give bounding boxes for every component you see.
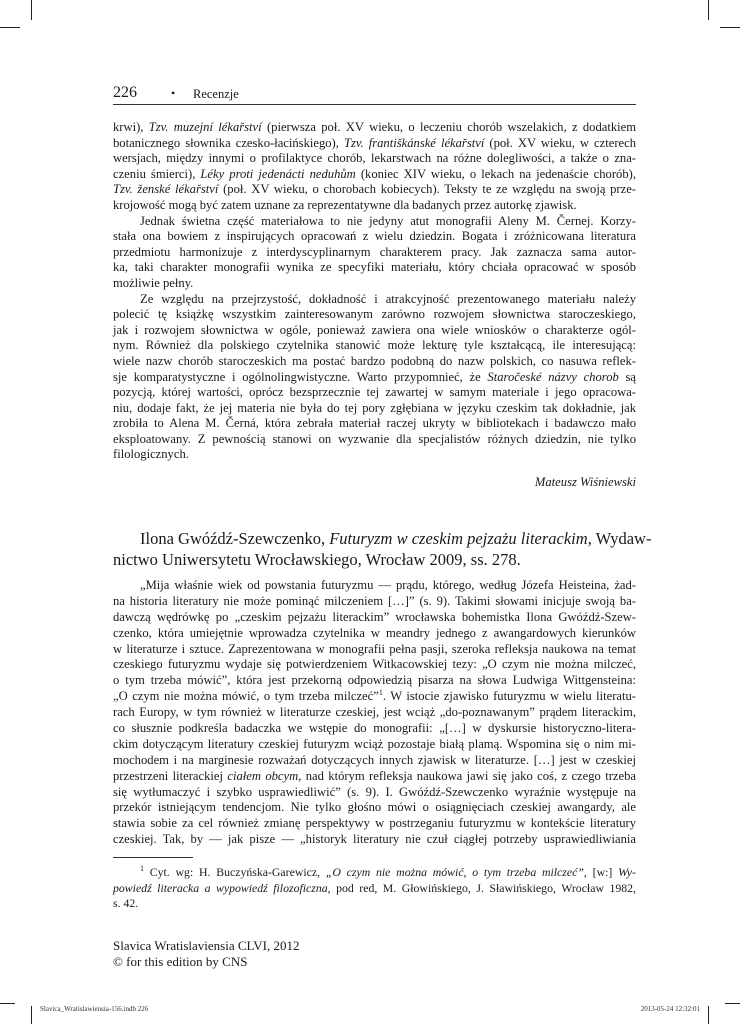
text-run: w literaturze i sztuce. Zaprezentowana w monografii pełna pasji, szeroka refleksja naukowa na temat xyxy=(113,641,636,656)
crop-mark xyxy=(725,1003,740,1004)
text-line xyxy=(113,182,636,198)
text-line xyxy=(113,167,636,183)
text-line xyxy=(113,338,636,354)
footnote-marker: 1 xyxy=(378,688,383,698)
italic-run: powiedź literacka a wypowiedź filozoficzna xyxy=(113,880,328,895)
text-run: „Mija właśnie wiek od powstania futuryzmu — prądu, którego, według Józefa Heisteina, żad- xyxy=(140,578,636,592)
text-run: przekór istniejącym tendencjom. Nie tylko głośno mówi o osiągnięciach czeskiej awangardy, ale xyxy=(113,800,636,815)
text-line xyxy=(113,721,636,737)
text-run: Jednak świetna część materiałowa to nie jedyny atut monografii Aleny M. Černej. Korzy- xyxy=(140,213,636,228)
text-run: czenko, która umiejętnie wprowadza czytelnika w meandry jednego z awangardowych kierunków xyxy=(113,625,636,640)
review-signature: Mateusz Wiśniewski xyxy=(534,475,636,489)
text-run: możliwie pełny. xyxy=(113,275,194,290)
text-line xyxy=(113,229,636,245)
text-line xyxy=(113,896,636,912)
text-run: przedmiotu harmonizuje z interdyscyplinarnym charakterem pracy. Jak zaznacza sama autor- xyxy=(113,244,636,259)
text-line xyxy=(113,642,636,658)
text-line xyxy=(113,260,636,276)
copyright: © for this edition by CNS xyxy=(113,954,248,969)
italic-run: „O czym nie można mówić, o tym trzeba milczeć” xyxy=(325,865,584,879)
italic-run: Tzv. františkánské lékařství xyxy=(343,135,485,150)
review-2-title xyxy=(113,528,652,570)
crop-mark xyxy=(708,1006,709,1024)
text-run: eksploatowany. Z pewnością stanowi on wyzwanie dla specjalistów różnych dziedzin, nie tylko xyxy=(113,431,636,446)
text-line xyxy=(113,594,636,610)
text-run: nictwo Uniwersytetu Wrocławskiego, Wrocław 2009, ss. 278. xyxy=(113,550,521,569)
text-run: stała ona bowiem z inspirujących opracowań z wielu dziedzin. Bogata i zróżnicowana literatura xyxy=(113,229,636,244)
text-line xyxy=(113,881,636,897)
text-run: , [w:] xyxy=(583,865,619,879)
text-line xyxy=(113,245,636,261)
text-line xyxy=(113,151,636,167)
text-run: czeskiego futuryzmu wydaje się potwierdzeniem Witkacowskiej tezy: „O czym nie można milczeć, xyxy=(113,657,636,672)
footnote xyxy=(113,865,636,912)
text-run: botanicznego słownika czesko-łacińskiego), xyxy=(113,135,344,150)
text-line xyxy=(113,578,636,594)
text-line xyxy=(113,432,636,448)
crop-mark xyxy=(0,1003,15,1004)
text-line xyxy=(113,120,636,136)
text-line xyxy=(113,214,636,230)
text-run: ka, taki charakter monografii wynika ze specyfiki materiału, który chciała opracować w sposób xyxy=(113,260,636,275)
text-run: (poł. XV wieku, o chorobach kobiecych). Teksty te ze względu na swoją prze- xyxy=(218,182,636,197)
text-run: przestrzeni literackiej xyxy=(113,768,228,783)
slug-file: Slavica_Wratislawiensia-156.indb 226 xyxy=(40,1005,149,1013)
text-run: jak i rozwojem słownictwa w ogóle, ponieważ zawiera ona wiele wniosków o charakterze ogól- xyxy=(113,322,636,337)
text-run: się wytłumaczyć i szybko usprawiedliwić” (s. 9). I. Gwóźdź-Szewczenko wyraźnie występuje na xyxy=(113,784,636,799)
text-run: Cyt. wg: H. Buczyńska-Garewicz, xyxy=(144,865,326,879)
text-line xyxy=(113,276,636,292)
text-line xyxy=(113,370,636,386)
text-run: stawia sobie za cel również zmianę perspektywy w postrzeganiu futuryzmu w kontekście literatury xyxy=(113,816,636,831)
text-run: sje komparatystyczne i ogólnolingwistyczne. Warto przypomnieć, że xyxy=(113,369,488,384)
text-line xyxy=(113,785,636,801)
text-run: (koniec XIV wieku, o lekach na jedenaście chorób), xyxy=(355,166,636,181)
text-line xyxy=(113,832,636,848)
italic-run: Tzv. muzejní lékařství xyxy=(148,120,262,134)
crop-mark xyxy=(31,1006,32,1024)
text-line xyxy=(113,307,636,323)
text-line xyxy=(113,136,636,152)
review-2-body xyxy=(113,578,636,848)
text-line xyxy=(113,610,636,626)
text-line xyxy=(113,769,636,785)
text-run: pozycją, której wartości, oprócz bezsprzecznie tej zawartej w samym materiale i jego opracowa- xyxy=(113,385,636,400)
text-line xyxy=(113,800,636,816)
italic-run: Wy- xyxy=(618,865,636,879)
crop-mark xyxy=(720,27,740,28)
crop-mark xyxy=(0,27,20,28)
text-run: rach Europy, w tym również w literaturze czeskiej, jest wciąż „do-poznawanym” prądem literackim, xyxy=(113,705,636,720)
text-line xyxy=(113,354,636,370)
text-line xyxy=(113,416,636,432)
text-line xyxy=(113,385,636,401)
text-run: s. 42. xyxy=(113,896,139,910)
text-run: polecić tę książkę wszystkim zainteresowanym zarówno rozwojem słownictwa staroczeskiego, xyxy=(113,307,636,322)
journal-footer xyxy=(113,938,300,970)
crop-mark xyxy=(31,0,32,20)
text-run: , Wydaw- xyxy=(587,529,652,548)
review-1-body xyxy=(113,120,636,463)
text-run: filologicznych. xyxy=(113,447,189,462)
text-run: , nad którym refleksja naukowa jawi się jako coś, z czego trzeba xyxy=(298,768,636,783)
text-run: Ze względu na przejrzystość, dokładność i atrakcyjność prezentowanego materiału należy xyxy=(140,291,636,306)
footnote-marker: 1 xyxy=(140,864,144,874)
text-run: dawczą wędrówkę po „czeskim pejzażu literackim” wrocławska bohemistka Ilona Gwóźdź-Szew- xyxy=(113,609,636,624)
text-run: niu, dodaje fakt, że jej materia nie była do tej pory zgłębiana w języku czeskim tak dokładnie, jak xyxy=(113,400,636,415)
text-run: są xyxy=(618,369,637,384)
text-line xyxy=(113,549,636,570)
text-run: o tym trzeba mówić”, która jest przekorną odpowiedzią pisarza na słowa Ludwiga Wittgensteina: xyxy=(113,673,636,688)
text-run: na historia literatury nie może pominąć milczeniem […]” (s. 9). Takimi słowami inicjuje swoją ba- xyxy=(113,593,636,608)
text-line xyxy=(113,323,636,339)
text-line xyxy=(113,447,636,463)
text-line xyxy=(113,528,652,549)
text-run: krwi), xyxy=(113,120,149,134)
text-line xyxy=(113,401,636,417)
text-line xyxy=(113,753,636,769)
text-line xyxy=(113,198,636,214)
header-bullet: • xyxy=(171,86,176,100)
text-run: . W istocie zjawisko futuryzmu w wielu literatu- xyxy=(382,689,636,704)
italic-run: Léky proti jedenácti neduhům xyxy=(200,166,356,181)
text-run: ckim dotyczącym literatury czeskiej futuryzm wciąż pozostaje białą plamą. Wspomina się o nim mi- xyxy=(113,736,636,751)
page-number: 226 xyxy=(113,84,137,101)
text-run: mochodem i na marginesie rozważań dotyczących innych zjawisk w literaturze. […] jest w czeskiej xyxy=(113,752,636,767)
text-line xyxy=(113,705,636,721)
italic-run: Tzv. ženské lékařství xyxy=(113,182,219,197)
text-run: (poł. XV wieku, w czterech xyxy=(484,135,636,150)
text-run: krojowość mogą być zatem uznane za reprezentatywne dla badanych przez autorkę zjawisk. xyxy=(113,197,577,212)
text-line xyxy=(113,689,636,705)
text-line xyxy=(113,816,636,832)
text-line xyxy=(113,673,636,689)
text-run: nym. Również dla polskiego czytelnika stanowić może lekturę tyle kształcącą, ile interesującą: xyxy=(113,338,636,353)
text-run: co słusznie podkreśla badaczka we wstępie do monografii: „[…] w dyskursie historyczno-litera- xyxy=(113,721,636,736)
text-run: Ilona Gwóźdź-Szewczenko, xyxy=(140,529,330,548)
crop-mark xyxy=(708,0,709,20)
footnote-rule xyxy=(113,857,193,858)
italic-run: ciałem obcym xyxy=(227,768,299,783)
text-run: „O czym nie można mówić, o tym trzeba milczeć” xyxy=(113,689,379,704)
text-line xyxy=(113,737,636,753)
text-run: wiele nazw chorób staroczeskich ma postać bardzo podobną do nazw polskich, co nasuwa reflek- xyxy=(113,353,636,368)
text-line xyxy=(113,626,636,642)
text-run: (pierwsza poł. XV wieku, o leczeniu chorób wszelakich, z dodatkiem xyxy=(261,120,637,134)
text-line xyxy=(113,657,636,673)
text-run: czeskiej. Tak, by — jak pisze — „historyk literatury nie czuł ciągłej potrzeby usprawiedliwiania xyxy=(113,832,636,847)
text-run: zrobiła to Alena M. Černá, która zebrała materiał raczej ukryty w bibliotekach i badawczo mało xyxy=(113,416,636,431)
italic-run: Futuryzm w czeskim pejzażu literackim xyxy=(329,529,588,548)
text-line xyxy=(113,865,636,881)
section-title: Recenzje xyxy=(193,87,239,101)
text-run: , pod red, M. Głowińskiego, J. Sławińskiego, Wrocław 1982, xyxy=(327,880,636,895)
text-line xyxy=(113,292,636,308)
running-header xyxy=(113,84,636,105)
text-run: wersjach, między innymi o profilaktyce chorób, lekarstwach na różne dolegliwości, a także o zna- xyxy=(113,151,636,166)
italic-run: Staročeské názvy chorob xyxy=(487,369,619,384)
journal-name: Slavica Wratislaviensia CLVI, 2012 xyxy=(113,938,300,953)
slug-timestamp: 2013-05-24 12:32:01 xyxy=(640,1005,700,1013)
text-run: czeniu śmierci), xyxy=(113,166,201,181)
